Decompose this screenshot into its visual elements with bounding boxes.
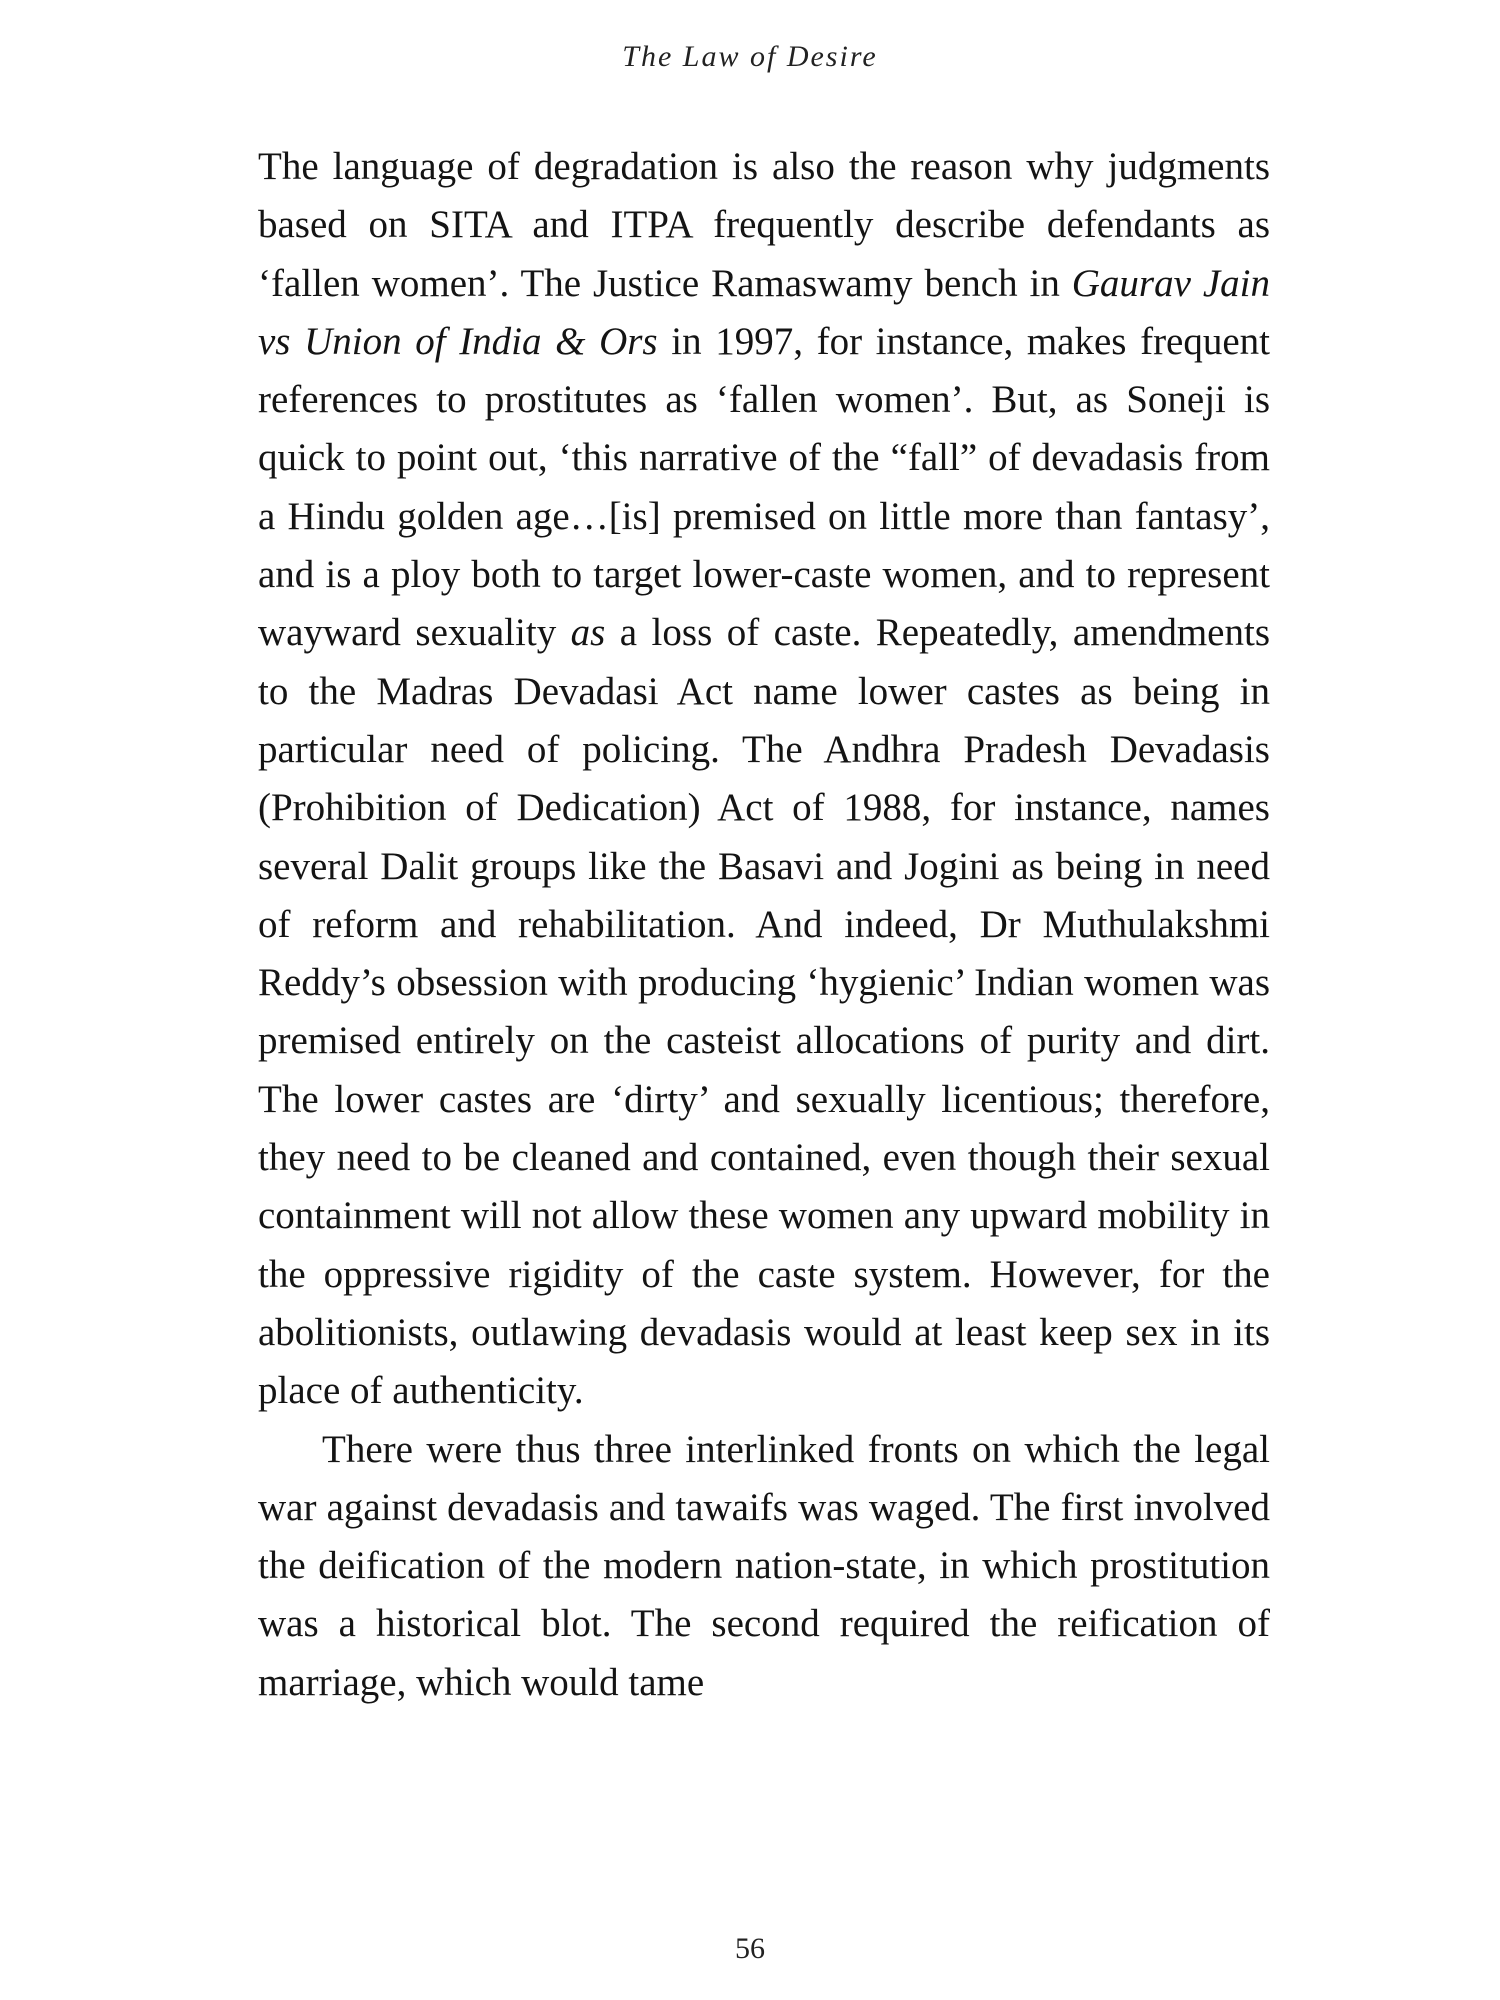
paragraph-2: There were thus three interlinked fronts on which the legal war against devadasis and tawaifs was waged. The first involved the deification of the modern nation-state, in which prostitution was a historical blot. The second required the reification of marriage, which would tame	[258, 1427, 1270, 1704]
text-run: The language of degradation is also the reason why judgments based on SITA and ITPA frequently describe defendants as ‘fallen women’. The Justice Ramaswamy bench in	[258, 145, 1270, 305]
paragraph-1	[258, 138, 1270, 1421]
body-text	[258, 138, 1270, 1712]
running-head: The Law of Desire	[622, 40, 878, 73]
italic-run: Gaurav Jain vs Union of India & Ors	[258, 261, 1270, 363]
text-run: in 1997, for instance, makes frequent references to prostitutes as ‘fallen women’. But, as Soneji is quick to point out, ‘this narrative of the “fall” of devadasis from a Hindu golden age…[is] premised on little more than fantasy’, and is a ploy both to target lower-caste women, and to represent wayward sexuality	[258, 319, 1271, 655]
text-run: a loss of caste. Repeatedly, amendments to the Madras Devadasi Act name lower castes as being in particular need of policing. The Andhra Pradesh Devadasis (Prohibition of Dedication) Act of 1988, for instance, names several Dalit groups like the Basavi and Jogini as being in need of reform and rehabilitation. And indeed, Dr Muthulakshmi Reddy’s obsession with producing ‘hygienic’ Indian women was premised entirely on the casteist allocations of purity and dirt. The lower castes are ‘dirty’ and sexually licentious; therefore, they need to be cleaned and contained, even though their sexual containment will not allow these women any upward mobility in the oppressive rigidity of the caste system. However, for the abolitionists, outlawing devadasis would at least keep sex in its place of authenticity.	[258, 611, 1270, 1413]
italic-run: as	[570, 611, 606, 655]
page-number: 56	[735, 1932, 765, 1965]
